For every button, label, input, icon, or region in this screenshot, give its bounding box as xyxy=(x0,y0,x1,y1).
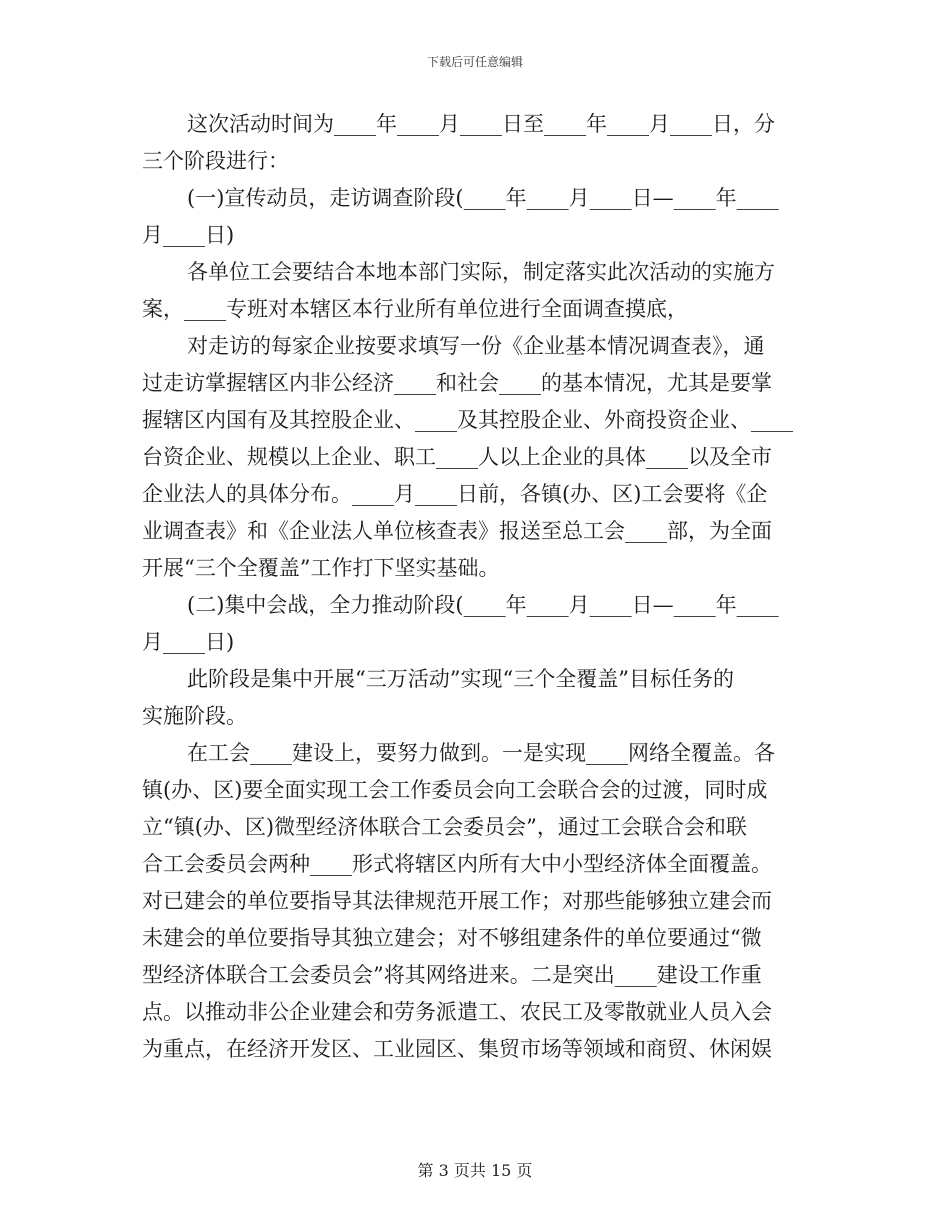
paragraph-line: 台资企业、规模以上企业、职工____人以上企业的具体____以及全市 xyxy=(142,445,772,469)
paragraph-line: 合工会委员会两种____形式将辖区内所有大中小型经济体全面覆盖。 xyxy=(142,852,772,876)
document-body xyxy=(142,106,808,1068)
page-header: 下载后可任意编辑 xyxy=(426,55,523,69)
section-heading-line: (一)宣传动员，走访调查阶段(____年____月____日—____年____ xyxy=(187,186,779,210)
paragraph-line: 握辖区内国有及其控股企业、____及其控股企业、外商投资企业、____ xyxy=(142,408,793,432)
paragraph-line: 三个阶段进行： xyxy=(142,149,289,173)
paragraph-line: 为重点，在经济开发区、工业园区、集贸市场等领域和商贸、休闲娱 xyxy=(142,1037,772,1061)
paragraph-line: 型经济体联合工会委员会”将其网络进来。二是突出____建设工作重 xyxy=(142,963,762,987)
paragraph-line: 企业法人的具体分布。____月____日前，各镇(办、区)工会要将《企 xyxy=(142,482,768,506)
paragraph-line: 对已建会的单位要指导其法律规范开展工作；对那些能够独立建会而 xyxy=(142,889,772,913)
paragraph-line: 开展“三个全覆盖”工作打下坚实基础。 xyxy=(142,556,500,580)
paragraph-line: 在工会____建设上，要努力做到。一是实现____网络全覆盖。各 xyxy=(187,741,775,765)
paragraph-line: 点。以推动非公企业建会和劳务派遣工、农民工及零散就业人员入会 xyxy=(142,1000,772,1024)
paragraph-line: 业调查表》和《企业法人单位核查表》报送至总工会____部，为全面 xyxy=(142,519,772,543)
section-heading-line: (二)集中会战，全力推动阶段(____年____月____日—____年____ xyxy=(187,593,779,617)
page-footer: 第 3 页共 15 页 xyxy=(417,1161,533,1180)
paragraph-line: 实施阶段。 xyxy=(142,704,247,728)
paragraph-line: 未建会的单位要指导其独立建会；对不够组建条件的单位要通过“微 xyxy=(142,926,762,950)
paragraph-line: 各单位工会要结合本地本部门实际，制定落实此次活动的实施方 xyxy=(187,260,775,284)
paragraph-line: 立“镇(办、区)微型经济体联合工会委员会”，通过工会联合会和联 xyxy=(142,815,747,839)
paragraph-line: 对走访的每家企业按要求填写一份《企业基本情况调查表》，通 xyxy=(187,334,765,358)
paragraph-line: 镇(办、区)要全面实现工会工作委员会向工会联合会的过渡，同时成 xyxy=(142,778,768,802)
paragraph-line: 案，____专班对本辖区本行业所有单位进行全面调查摸底， xyxy=(142,297,688,321)
paragraph-line: 这次活动时间为____年____月____日至____年____月____日，分 xyxy=(187,112,775,136)
section-heading-line: 月____日) xyxy=(142,223,235,247)
paragraph-line: 此阶段是集中开展“三万活动”实现“三个全覆盖”目标任务的 xyxy=(187,667,734,691)
section-heading-line: 月____日) xyxy=(142,630,235,654)
paragraph-line: 过走访掌握辖区内非公经济____和社会____的基本情况，尤其是要掌 xyxy=(142,371,772,395)
